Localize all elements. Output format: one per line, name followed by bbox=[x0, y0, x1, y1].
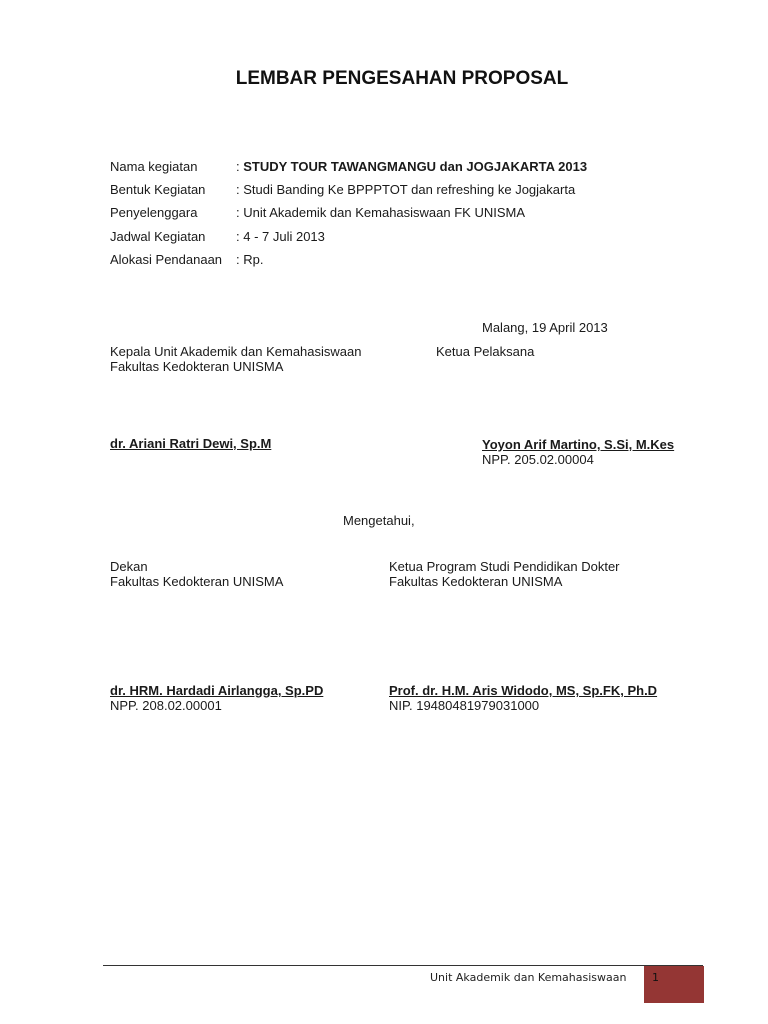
signer-bottom-left-role: Dekan bbox=[110, 559, 148, 574]
footer-rule bbox=[103, 965, 703, 966]
info-value-nama: : STUDY TOUR TAWANGMANGU dan JOGJAKARTA 2013 bbox=[236, 159, 588, 174]
footer-text: Unit Akademik dan Kemahasiswaan bbox=[430, 971, 627, 984]
page-number: 1 bbox=[652, 971, 659, 984]
signer-top-left-block bbox=[110, 344, 361, 374]
signer-top-left-name: dr. Ariani Ratri Dewi, Sp.M bbox=[110, 436, 272, 451]
signer-bottom-right-sign bbox=[389, 683, 657, 713]
info-value-penyelenggara: : Unit Akademik dan Kemahasiswaan FK UNISMA bbox=[236, 205, 526, 220]
page-number-box bbox=[644, 966, 704, 1003]
info-label-bentuk: Bentuk Kegiatan bbox=[110, 182, 206, 197]
signer-bottom-left-block bbox=[110, 559, 283, 589]
signer-bottom-left-id: NPP. 208.02.00001 bbox=[110, 698, 222, 713]
signer-bottom-right-block bbox=[389, 559, 620, 589]
signer-bottom-left-org: Fakultas Kedokteran UNISMA bbox=[110, 574, 284, 589]
info-label-penyelenggara: Penyelenggara bbox=[110, 205, 198, 220]
info-value-alokasi: : Rp. bbox=[236, 252, 264, 267]
info-value-bentuk: : Studi Banding Ke BPPPTOT dan refreshing ke Jogjakarta bbox=[236, 182, 576, 197]
acknowledge-label: Mengetahui, bbox=[343, 513, 415, 528]
info-label-alokasi: Alokasi Pendanaan bbox=[110, 252, 223, 267]
signer-bottom-right-id: NIP. 19480481979031000 bbox=[389, 698, 540, 713]
signer-bottom-right-role: Ketua Program Studi Pendidikan Dokter bbox=[389, 559, 620, 574]
signer-top-right-id: NPP. 205.02.00004 bbox=[482, 452, 594, 467]
place-date: Malang, 19 April 2013 bbox=[482, 320, 608, 335]
signer-bottom-left-sign bbox=[110, 683, 323, 713]
signer-top-left-role: Kepala Unit Akademik dan Kemahasiswaan bbox=[110, 344, 362, 359]
signer-top-right-name: Yoyon Arif Martino, S.Si, M.Kes bbox=[482, 437, 675, 452]
signer-top-right-block bbox=[482, 437, 674, 467]
signer-top-left-org: Fakultas Kedokteran UNISMA bbox=[110, 359, 284, 374]
signer-bottom-right-org: Fakultas Kedokteran UNISMA bbox=[389, 574, 563, 589]
signer-top-right-role: Ketua Pelaksana bbox=[436, 344, 535, 359]
document-title: LEMBAR PENGESAHAN PROPOSAL bbox=[235, 68, 569, 89]
info-label-nama: Nama kegiatan bbox=[110, 159, 198, 174]
info-value-jadwal: : 4 - 7 Juli 2013 bbox=[236, 229, 325, 244]
signer-bottom-right-name: Prof. dr. H.M. Aris Widodo, MS, Sp.FK, Ph.D bbox=[389, 683, 658, 698]
signer-bottom-left-name: dr. HRM. Hardadi Airlangga, Sp.PD bbox=[110, 683, 324, 698]
info-label-jadwal: Jadwal Kegiatan bbox=[110, 229, 206, 244]
